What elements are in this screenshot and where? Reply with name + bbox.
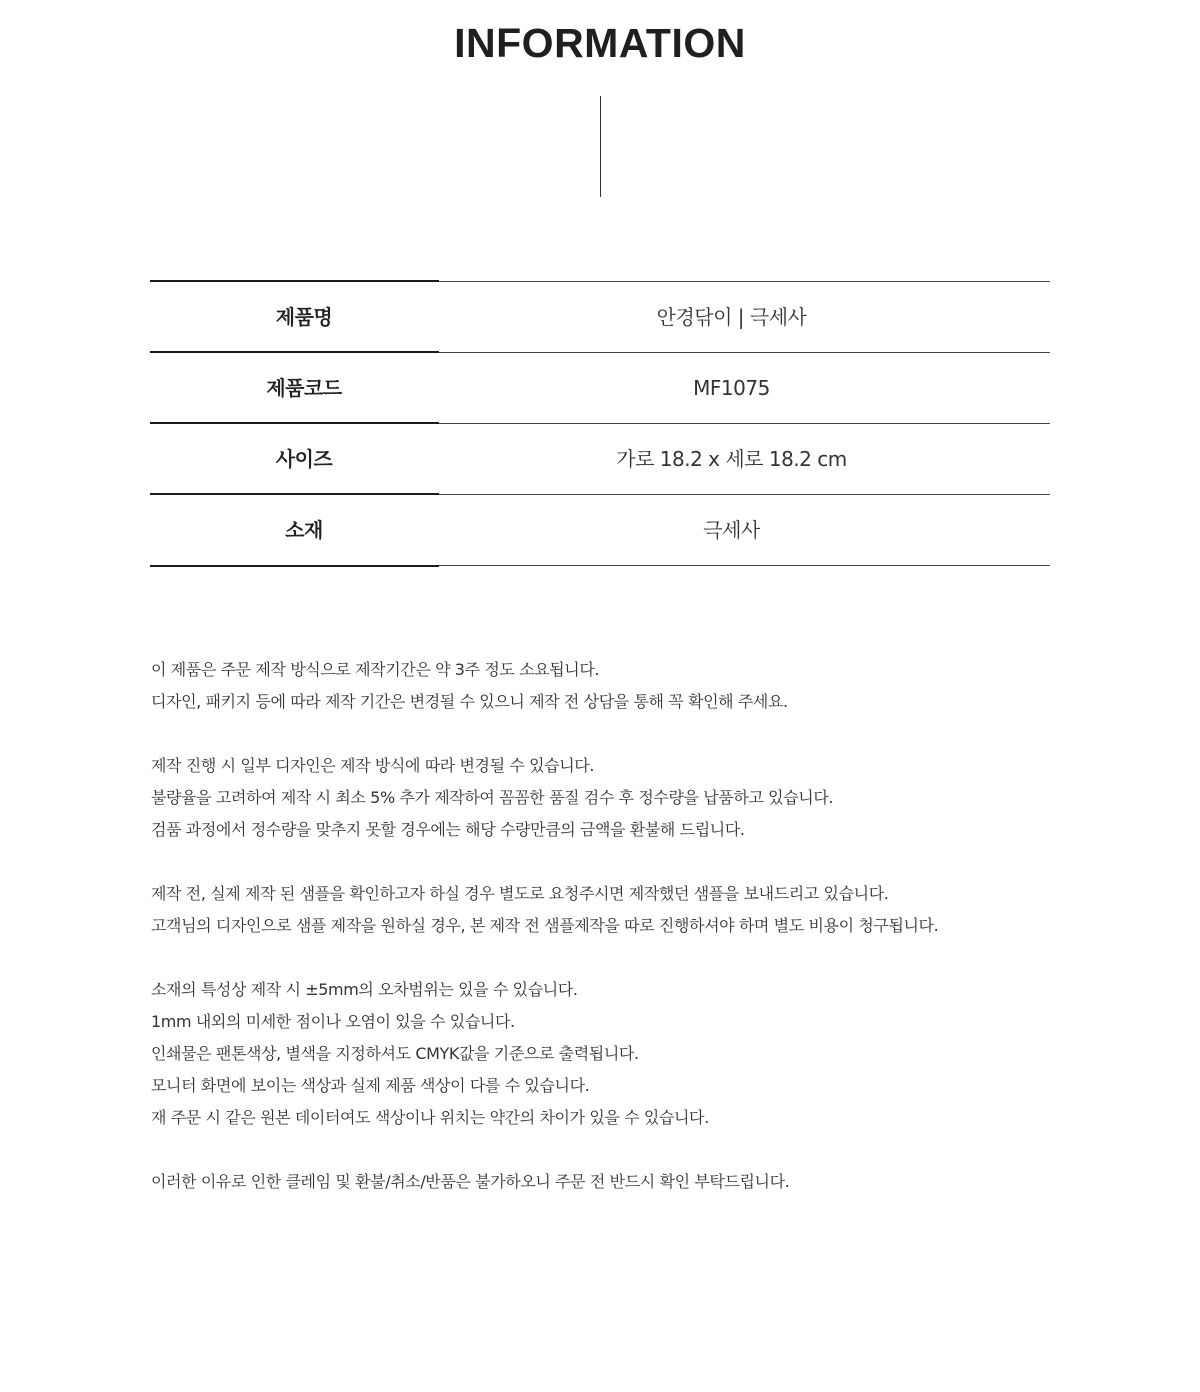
spec-value: 극세사 (703, 518, 760, 542)
spec-row-size (150, 423, 1050, 494)
note-line: 이 제품은 주문 제작 방식으로 제작기간은 약 3주 정도 소요됩니다. (151, 660, 600, 679)
note-line: 불량율을 고려하여 제작 시 최소 5% 추가 제작하여 꼼꼼한 품질 검수 후 정수량을 납품하고 있습니다. (151, 788, 834, 807)
spec-row-product-name (150, 281, 1050, 352)
note-line: 디자인, 패키지 등에 따라 제작 기간은 변경될 수 있으니 제작 전 상담을 통해 꼭 확인해 주세요. (151, 692, 788, 711)
note-line: 제작 진행 시 일부 디자인은 제작 방식에 따라 변경될 수 있습니다. (151, 756, 595, 775)
row-rule (150, 565, 439, 567)
note-group-material (151, 974, 1051, 1134)
note-line: 검품 과정에서 정수량을 맞추지 못할 경우에는 해당 수량만큼의 금액을 환불해 드립니다. (151, 820, 745, 839)
spec-label: 제품명 (275, 305, 333, 329)
note-line: 제작 전, 실제 제작 된 샘플을 확인하고자 하실 경우 별도로 요청주시면 제작했던 샘플을 보내드리고 있습니다. (151, 884, 889, 903)
page-title: INFORMATION (454, 20, 746, 67)
spec-row-product-code (150, 352, 1050, 423)
note-line: 모니터 화면에 보이는 색상과 실제 제품 색상이 다를 수 있습니다. (151, 1076, 590, 1095)
notes-section (151, 654, 1051, 1230)
spec-value: 가로 18.2 x 세로 18.2 cm (616, 447, 847, 471)
spec-table (150, 281, 1050, 566)
note-line: 소재의 특성상 제작 시 ±5mm의 오차범위는 있을 수 있습니다. (151, 980, 578, 999)
note-group-lead-time (151, 654, 1051, 718)
note-group-quality (151, 750, 1051, 846)
spec-label: 소재 (285, 518, 323, 542)
spec-row-material (150, 494, 1050, 566)
spec-label: 제품코드 (266, 376, 342, 400)
note-line: 고객님의 디자인으로 샘플 제작을 원하실 경우, 본 제작 전 샘플제작을 따로 진행하셔야 하며 별도 비용이 청구됩니다. (151, 916, 939, 935)
spec-label: 사이즈 (275, 447, 333, 471)
note-line: 이러한 이유로 인한 클레임 및 환불/취소/반품은 불가하오니 주문 전 반드시 확인 부탁드립니다. (151, 1172, 790, 1191)
note-line: 1mm 내외의 미세한 점이나 오염이 있을 수 있습니다. (151, 1012, 515, 1031)
note-line: 재 주문 시 같은 원본 데이터여도 색상이나 위치는 약간의 차이가 있을 수 있습니다. (151, 1108, 709, 1127)
note-line: 인쇄물은 팬톤색상, 별색을 지정하셔도 CMYK값을 기준으로 출력됩니다. (151, 1044, 639, 1063)
note-group-sample (151, 878, 1051, 942)
note-group-claim (151, 1166, 1051, 1198)
spec-value: 안경닦이 | 극세사 (656, 305, 807, 329)
spec-value: MF1075 (693, 376, 770, 400)
vertical-divider (600, 96, 601, 197)
